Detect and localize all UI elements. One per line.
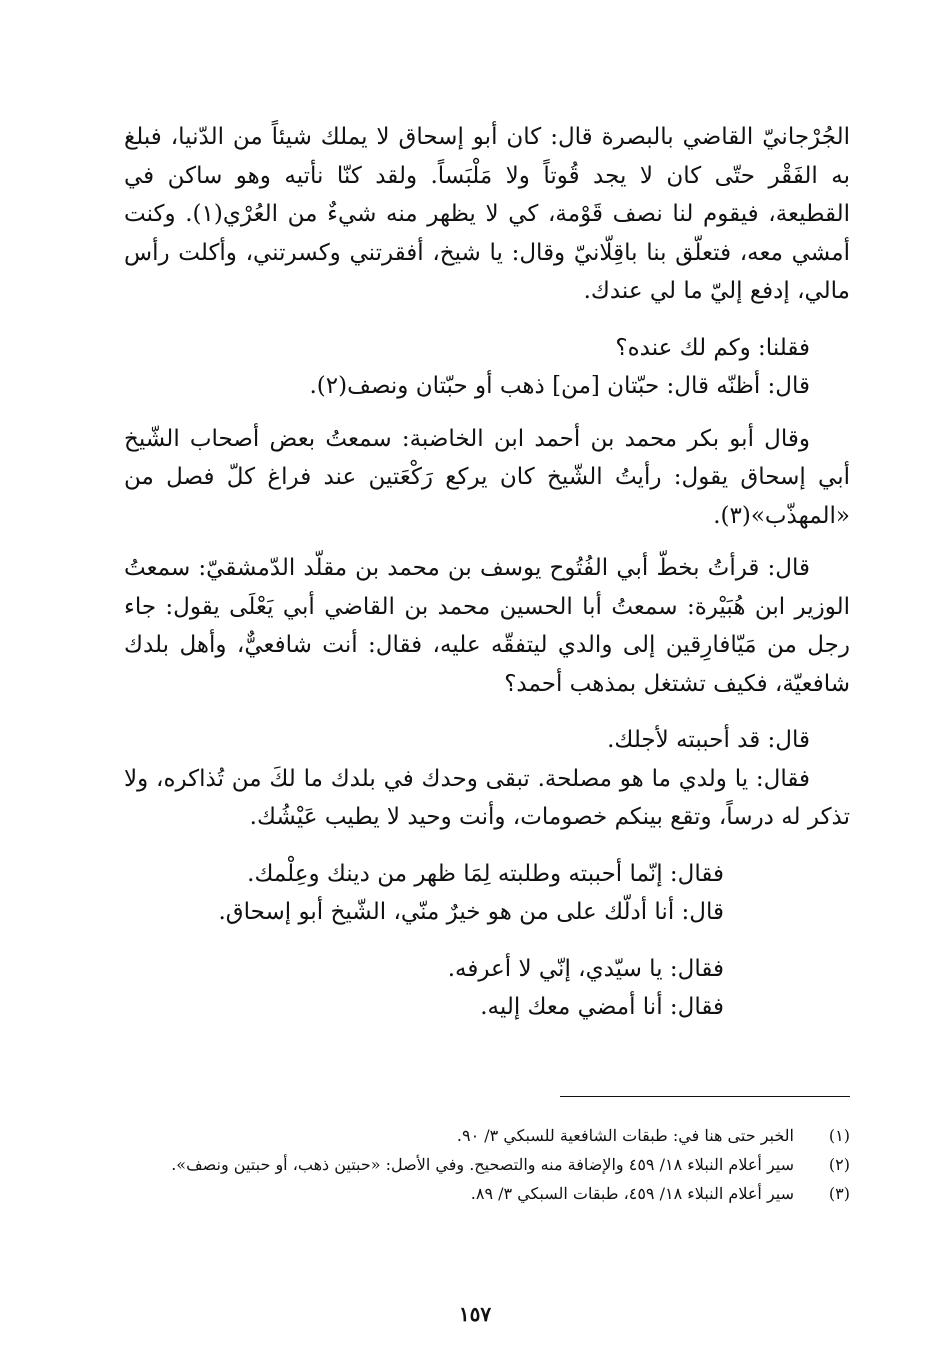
footnote-number: (٣) (828, 1184, 850, 1203)
footnote-number: (٢) (828, 1155, 850, 1174)
footnote-separator (560, 1096, 850, 1097)
paragraph: الجُرْجانيّ القاضي بالبصرة قال: كان أبو إسحاق لا يملك شيئاً من الدّنيا، فبلغ به الفَقْر حتّى كان لا يجد قُوتاً ولا مَلْبَساً. ولقد كنّا نأتيه وهو ساكن في القطيعة، فيقوم لنا نصف قَوْمة، كي لا يظهر منه شيءٌ من العُرْي(١). وكنت أمشي معه، فتعلّق بنا باقِلّانيّ وقال: يا شيخ، أفقرتني وكسرتني، وأكلت رأس مالي، إدفع إليّ ما لي عندك. (124, 124, 850, 304)
dialogue-line: فقال: إنّما أحببته وطلبته لِمَا ظهر من دينك وعِلْمك. (247, 860, 724, 887)
footnote (124, 1151, 850, 1178)
dialogue-line: قال: أنا أدلّك على من هو خيرٌ منّي، الشّيخ أبو إسحاق. (218, 899, 724, 925)
footnote-text: الخبر حتى هنا في: طبقات الشافعية للسبكي ٣/ ٩٠. (456, 1126, 794, 1145)
dialogue-line: فقال: يا سيّدي، إنّي لا أعرفه. (447, 955, 724, 982)
paragraph: فقال: يا ولدي ما هو مصلحة. تبقى وحدك في بلدك ما لكَ من تُذاكره، ولا تذكر له درساً، وتقع بينكم خصومات، وأنت وحيد لا يطيب عَيْشُك. (124, 765, 850, 830)
footnote-number: (١) (828, 1126, 850, 1145)
main-text (124, 118, 850, 1027)
dialogue-line: فقال: أنا أمضي معك إليه. (480, 994, 724, 1020)
footnote-text: سير أعلام النبلاء ١٨/ ٤٥٩ والإضافة منه والتصحيح. وفي الأصل: «حبتين ذهب، أو حبتين ونصف». (171, 1155, 794, 1174)
paragraph: وقال أبو بكر محمد بن أحمد ابن الخاضبة: سمعتُ بعض أصحاب الشّيخ أبي إسحاق يقول: رأيتُ الشّيخ كان يركع رَكْعَتين عند فراغ كلّ فصل من «المهذّب»(٣). (124, 425, 850, 529)
footnote-text: سير أعلام النبلاء ١٨/ ٤٥٩، طبقات السبكي ٣/ ٨٩. (470, 1184, 794, 1203)
paragraph: قال: قرأتُ بخطّ أبي الفُتُوح يوسف بن محمد بن مقلّد الدّمشقيّ: سمعتُ الوزير ابن هُبَيْرة: سمعتُ أبا الحسين محمد بن القاضي أبي يَعْلَى يقول: جاء رجل من مَيّافارِقين إلى والدي ليتفقّه عليه، فقال: أنت شافعيٌّ، وأهل بلدك شافعيّة، فكيف تشتغل بمذهب أحمد؟ (124, 555, 850, 697)
footnotes (124, 1122, 850, 1209)
footnote (124, 1180, 850, 1207)
page-number: ١٥٧ (458, 1302, 492, 1326)
footnote (124, 1122, 850, 1149)
dialogue-line: قال: قد أحببته لأجلك. (607, 727, 810, 753)
dialogue-line: قال: أظنّه قال: حبّتان [من] ذهب أو حبّتان ونصف(٢). (309, 373, 810, 399)
dialogue-line: فقلنا: وكم لك عنده؟ (615, 334, 810, 361)
